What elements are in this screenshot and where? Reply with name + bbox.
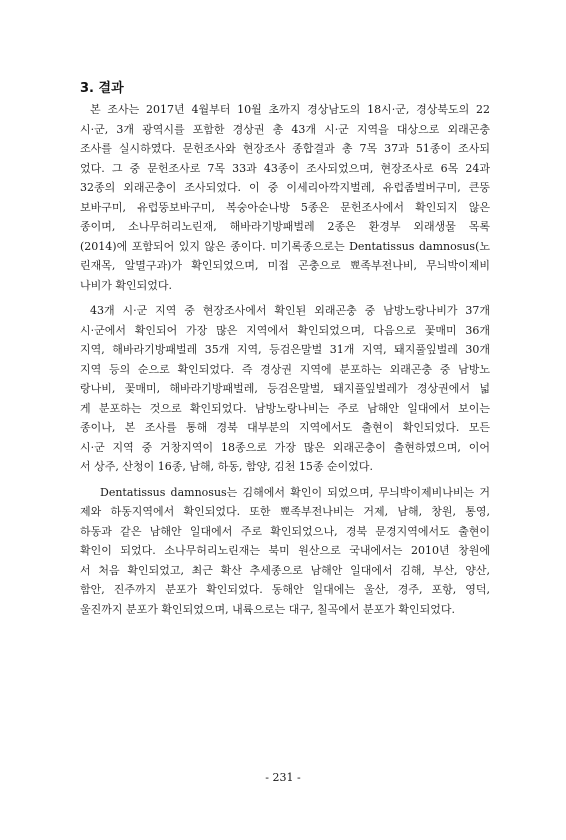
text-line: 종이며, 소나무허리노린재, 해바라기방패벌레 2종은 환경부 외래생물 목록	[80, 220, 490, 233]
text-line: 함안, 진주까지 분포가 확인되었다. 동해안 일대에는 울산, 경주, 포항, 영덕,	[80, 583, 490, 596]
text-line: 시·군 지역 중 거창지역이 18종으로 가장 많은 외래곤충이 출현하였으며, 이어	[80, 440, 490, 454]
text-line: 종이나, 본 조사를 통해 경북 대부분의 지역에서도 출현이 확인되었다. 모든	[80, 421, 490, 434]
text-line: 었다. 그 중 문헌조사로 7목 33과 43종이 조사되었으며, 현장조사로 6목 24과	[80, 161, 490, 175]
text-line: 나비가 확인되었다.	[80, 278, 173, 292]
text-line: 하동과 같은 남해안 일대에서 주로 확인되었으나, 경북 문경지역에서도 출현이	[80, 524, 490, 538]
text-line: 울진까지 분포가 확인되었으며, 내륙으로는 대구, 칠곡에서 분포가 확인되었다.	[80, 602, 455, 616]
text-line: 린재목, 알멸구과)가 확인되었으며, 미접 곤충으로 뾰족부전나비, 무늬박이제비	[80, 259, 490, 272]
text-line: 서 상주, 산청이 16종, 남해, 하동, 함양, 김천 15종 순이었다.	[80, 460, 373, 473]
text-line: 지역 등의 순으로 확인되었다. 즉 경상권 지역에 분포하는 외래곤충 중 남방노	[80, 362, 490, 376]
text-line: 조사를 실시하였다. 문헌조사와 현장조사 종합결과 총 7목 37과 51종이 조사되	[80, 142, 490, 155]
text-line: 32종의 외래곤충이 조사되었다. 이 중 이세리아깍지벌레, 유럽좀벌버구미, 큰뚱	[80, 181, 490, 194]
text-line: 보바구미, 유럽뚱보바구미, 복숭아순나방 5종은 문헌조사에서 확인되지 않은	[80, 200, 490, 214]
paragraph-3	[80, 483, 490, 620]
text-line: 랑나비, 꽃매미, 해바라기방패벌레, 등검은말벌, 돼지풀잎벌레가 경상권에서 넓	[80, 382, 490, 395]
text-line: 시·군에서 확인되어 가장 많은 지역에서 확인되었으며, 다음으로 꽃매미 36개	[80, 323, 490, 337]
page-number: - 231 -	[265, 771, 301, 784]
text-line: Dentatissus damnosus는 김해에서 확인이 되었으며, 무늬박이제비나비는 거	[100, 485, 490, 499]
text-line: 확인이 되었다. 소나무허리노린재는 북미 원산으로 국내에서는 2010년 창원에	[80, 544, 490, 557]
text-line: 게 분포하는 것으로 확인되었다. 남방노랑나비는 주로 남해안 일대에서 보이는	[80, 401, 490, 415]
text-line: 43개 시·군 지역 중 현장조사에서 확인된 외래곤충 중 남방노랑나비가 37개	[90, 304, 490, 317]
paragraph-1	[80, 100, 490, 295]
text-line: 시·군, 3개 광역시를 포함한 경상권 총 43개 시·군 지역을 대상으로 외래곤충	[80, 122, 490, 136]
text-line: 본 조사는 2017년 4월부터 10월 초까지 경상남도의 18시·군, 경상북도의 22	[90, 103, 490, 116]
body-text	[80, 100, 490, 619]
section-heading: 3. 결과	[80, 81, 124, 96]
text-line: 제와 하동지역에서 확인되었다. 또한 뾰족부전나비는 거제, 남해, 창원, 통영,	[80, 505, 490, 518]
text-line: (2014)에 포함되어 있지 않은 종이다. 미기록종으로는 Dentatissus damnosus(노	[80, 239, 490, 253]
paragraph-2	[80, 301, 490, 477]
text-line: 서 처음 확인되었고, 최근 확산 추세종으로 남해안 일대에서 김해, 부산, 양산,	[80, 563, 490, 577]
text-line: 지역, 해바라기방패벌레 35개 지역, 등검은말벌 31개 지역, 돼지풀잎벌레 30개	[80, 343, 490, 356]
